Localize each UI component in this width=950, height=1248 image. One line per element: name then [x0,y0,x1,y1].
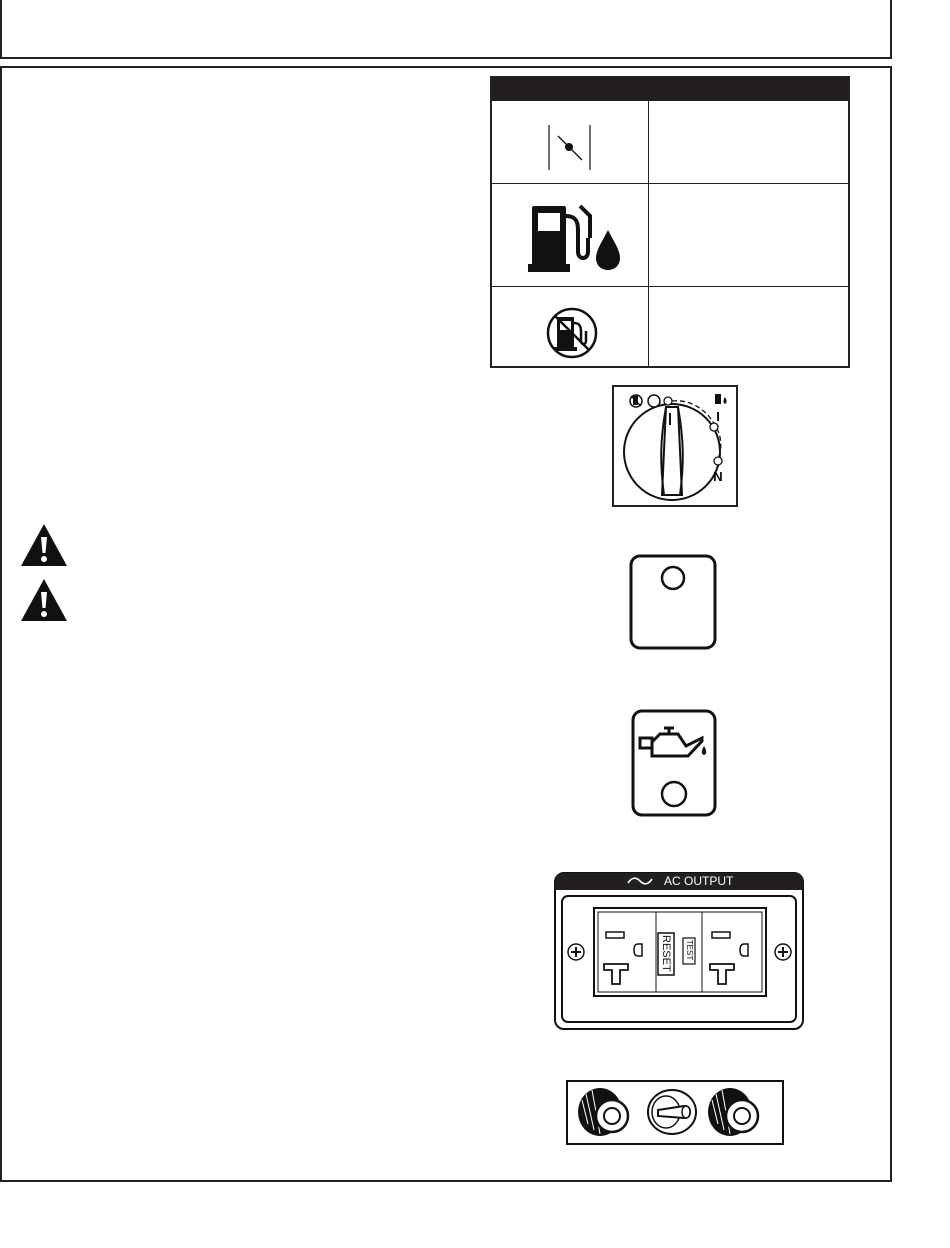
reset-button[interactable]: RESET [660,935,672,972]
warning-triangle-icon [20,523,68,567]
engine-switch-panel [612,385,738,507]
engine-switch-dial-icon [612,385,738,507]
switch-position-n-label: N [713,469,723,484]
fuel-on-icon [528,198,620,274]
header-frame [0,0,892,59]
symbol-table-header [492,78,848,101]
oil-can-icon [630,708,718,818]
choke-icon [544,123,594,173]
test-button[interactable]: TEST [685,939,694,961]
switch-position-i-label: I [716,409,720,424]
ac-outlet-panel [554,872,804,1030]
indicator-lamp-icon [628,553,718,651]
warning-triangle-icon [20,578,68,622]
dc-terminal-icon [566,1080,784,1146]
ac-output-label: AC OUTPUT [664,874,734,888]
fuel-off-icon [544,307,600,359]
symbol-table [490,76,850,368]
